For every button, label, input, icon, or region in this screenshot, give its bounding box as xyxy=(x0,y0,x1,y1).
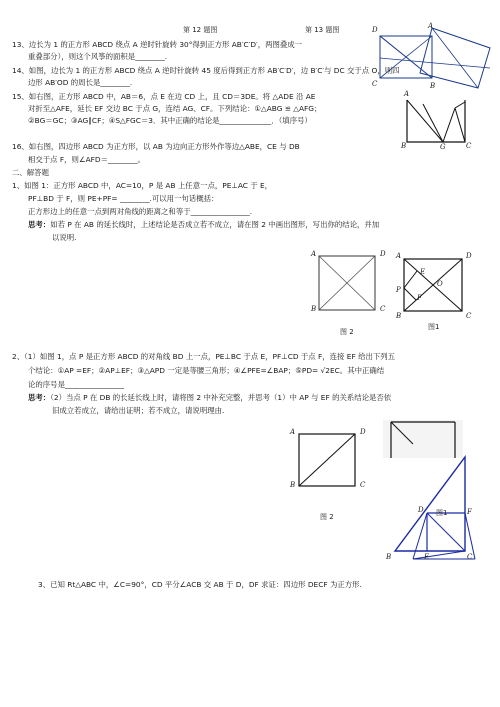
q16-line2: 相交于点 F，则∠AFD＝________。 xyxy=(28,155,145,164)
label-p1f1-f: F xyxy=(417,294,422,302)
p1-line1: 1、如图 1：正方形 ABCD 中，AC=10，P 是 AB 上任意一点，PE⊥AC 于 E， xyxy=(12,181,273,190)
figure-p2-fig1 xyxy=(383,420,463,458)
fold-line xyxy=(407,100,443,142)
label-p2f2-d: D xyxy=(360,428,366,436)
p3-line1: 3、已知 Rt△ABC 中，∠C=90°，CD 平分∠ACB 交 AB 于 D，DF 求证：四边形 DECF 为正方形. xyxy=(38,580,362,589)
fig2-caption-p2: 图 2 xyxy=(320,513,334,521)
label-p2f2-c: C xyxy=(360,481,366,489)
label-q13-d: D xyxy=(372,26,378,34)
think-label: 思考： xyxy=(28,393,51,402)
q15-line1: 15、如右图，正方形 ABCD 中，AB＝6，点 E 在边 CD 上，且 CD＝3DE。将 △ADE 沿 AE xyxy=(12,92,316,101)
label-p2f2-a: A xyxy=(290,428,296,436)
caption-fig13: 第 13 题图 xyxy=(305,26,340,34)
rotated-diag xyxy=(432,28,478,88)
triangle xyxy=(395,457,465,551)
figure-p1-fig1 xyxy=(403,258,465,314)
label-p1f1-p: P xyxy=(396,286,401,294)
q15-line3: ②BG＝GC；③AG∥CF；④S△FGC＝3．其中正确的结论是______________．（填序号） xyxy=(28,116,312,125)
label-p1f2-d: D xyxy=(380,250,386,258)
label-p3-c: C xyxy=(467,553,473,561)
fold-line xyxy=(423,104,443,142)
label-p2f2-b: B xyxy=(290,481,296,489)
p2-think2: 旧成立若成立，请给出证明；若不成立，请说明理由. xyxy=(52,406,225,415)
fold-line xyxy=(455,108,465,142)
p1-think2: 以说明. xyxy=(52,233,77,242)
label-q13-b: B xyxy=(430,82,436,90)
label-q15-g: G xyxy=(440,143,446,151)
figure-p2-fig2 xyxy=(298,433,358,489)
figure-p1-fig2 xyxy=(318,255,378,315)
caption-fig12: 第 12 题图 xyxy=(183,26,218,34)
label-p1f1-e: E xyxy=(420,268,426,276)
q14-line1: 14、如图，边长为 1 的正方形 ABCD 绕点 A 逆时针旋转 45 度后得到正方形 AB′C′D′，边 B′C′与 DC 交于点 O，则四 xyxy=(12,66,400,75)
fold-line xyxy=(455,102,465,108)
label-q13-c: C xyxy=(372,80,378,88)
section-heading: 二、解答题 xyxy=(12,168,49,177)
p2-think1: （2）当点 P 在 DB 的长延长线上时，请将图 2 中补充完整，并思考（1）中 AP 与 EF 的关系结论是否依 xyxy=(50,393,392,402)
q16-line1: 16、如右图，四边形 ABCD 为正方形，以 AB 为边向正方形外作等边△ABE，CE 与 DB xyxy=(12,142,300,151)
label-p1f2-c: C xyxy=(380,305,386,313)
fig1-caption: 图1 xyxy=(428,323,440,331)
label-p1f1-c: C xyxy=(466,312,472,320)
p2-line1: 2、（1）如图 1，点 P 是正方形 ABCD 的对角线 BD 上一点，PE⊥BC 于点 E，PF⊥CD 于点 F，连接 EF 给出下列五 xyxy=(12,352,396,361)
p1-think1: 如若 P 在 AB 的延长线时，上述结论是否成立若不成立，请在图 2 中画出图形，写出你的结论，并加 xyxy=(50,220,380,229)
ext-line xyxy=(413,551,465,559)
q13-line1: 13、边长为 1 的正方形 ABCD 绕点 A 逆时针旋转 30°得到正方形 AB′C′D′，两图叠成一 xyxy=(12,40,303,49)
label-p3-d: D xyxy=(418,506,424,514)
bisector-line xyxy=(427,513,465,551)
p1-line2: PF⊥BD 于 F，则 PE+PF= ________.可以用一句话概括： xyxy=(28,194,219,203)
label-p1f1-a: A xyxy=(396,252,402,260)
label-p1f1-b: B xyxy=(396,312,402,320)
p1-think xyxy=(28,220,379,230)
label-q13-a: A xyxy=(428,22,434,30)
p1-line3: 正方形边上的任意一点到两对角线的距离之和等于________________. xyxy=(28,207,253,216)
label-p3-e: E xyxy=(424,553,430,561)
label-q15-b: B xyxy=(401,142,407,150)
label-p3-b: B xyxy=(386,553,392,561)
label-p1f1-d: D xyxy=(466,252,472,260)
p2-line3: 论的序号是________________ xyxy=(28,380,125,389)
label-p1f1-o: O xyxy=(437,280,443,288)
q14-line2: 边形 AB′OD 的周长是________. xyxy=(28,78,133,87)
perp-line xyxy=(404,288,416,300)
perp-line xyxy=(404,271,417,288)
label-p1f2-a: A xyxy=(311,250,317,258)
label-q15-c: C xyxy=(466,142,472,150)
label-q15-a: A xyxy=(404,90,410,98)
square-side xyxy=(407,100,465,142)
q13-line2: 重叠部分），则这个风筝的面积是________. xyxy=(28,52,168,61)
fig2-caption: 图 2 xyxy=(340,328,354,336)
fold-line xyxy=(443,108,455,142)
fig1-caption-p3: 图1 xyxy=(436,509,448,517)
diag-line xyxy=(299,434,355,486)
q15-line2: 对折至△AFE，延长 EF 交边 BC 于点 G，连结 AG、CF。下列结论：①△ABG ≌ △AFG； xyxy=(28,104,322,113)
figure-q15 xyxy=(405,100,470,148)
p2-line2: 个结论：①AP =EF；②AP⊥EF；③△APD 一定是等腰三角形；④∠PFE=∠BAP；⑤PD= √2EC。其中正确结 xyxy=(28,366,385,375)
label-p3-f: F xyxy=(467,508,472,516)
p2-think xyxy=(28,393,391,403)
label-p1f2-b: B xyxy=(311,305,317,313)
think-label: 思考： xyxy=(28,220,51,229)
